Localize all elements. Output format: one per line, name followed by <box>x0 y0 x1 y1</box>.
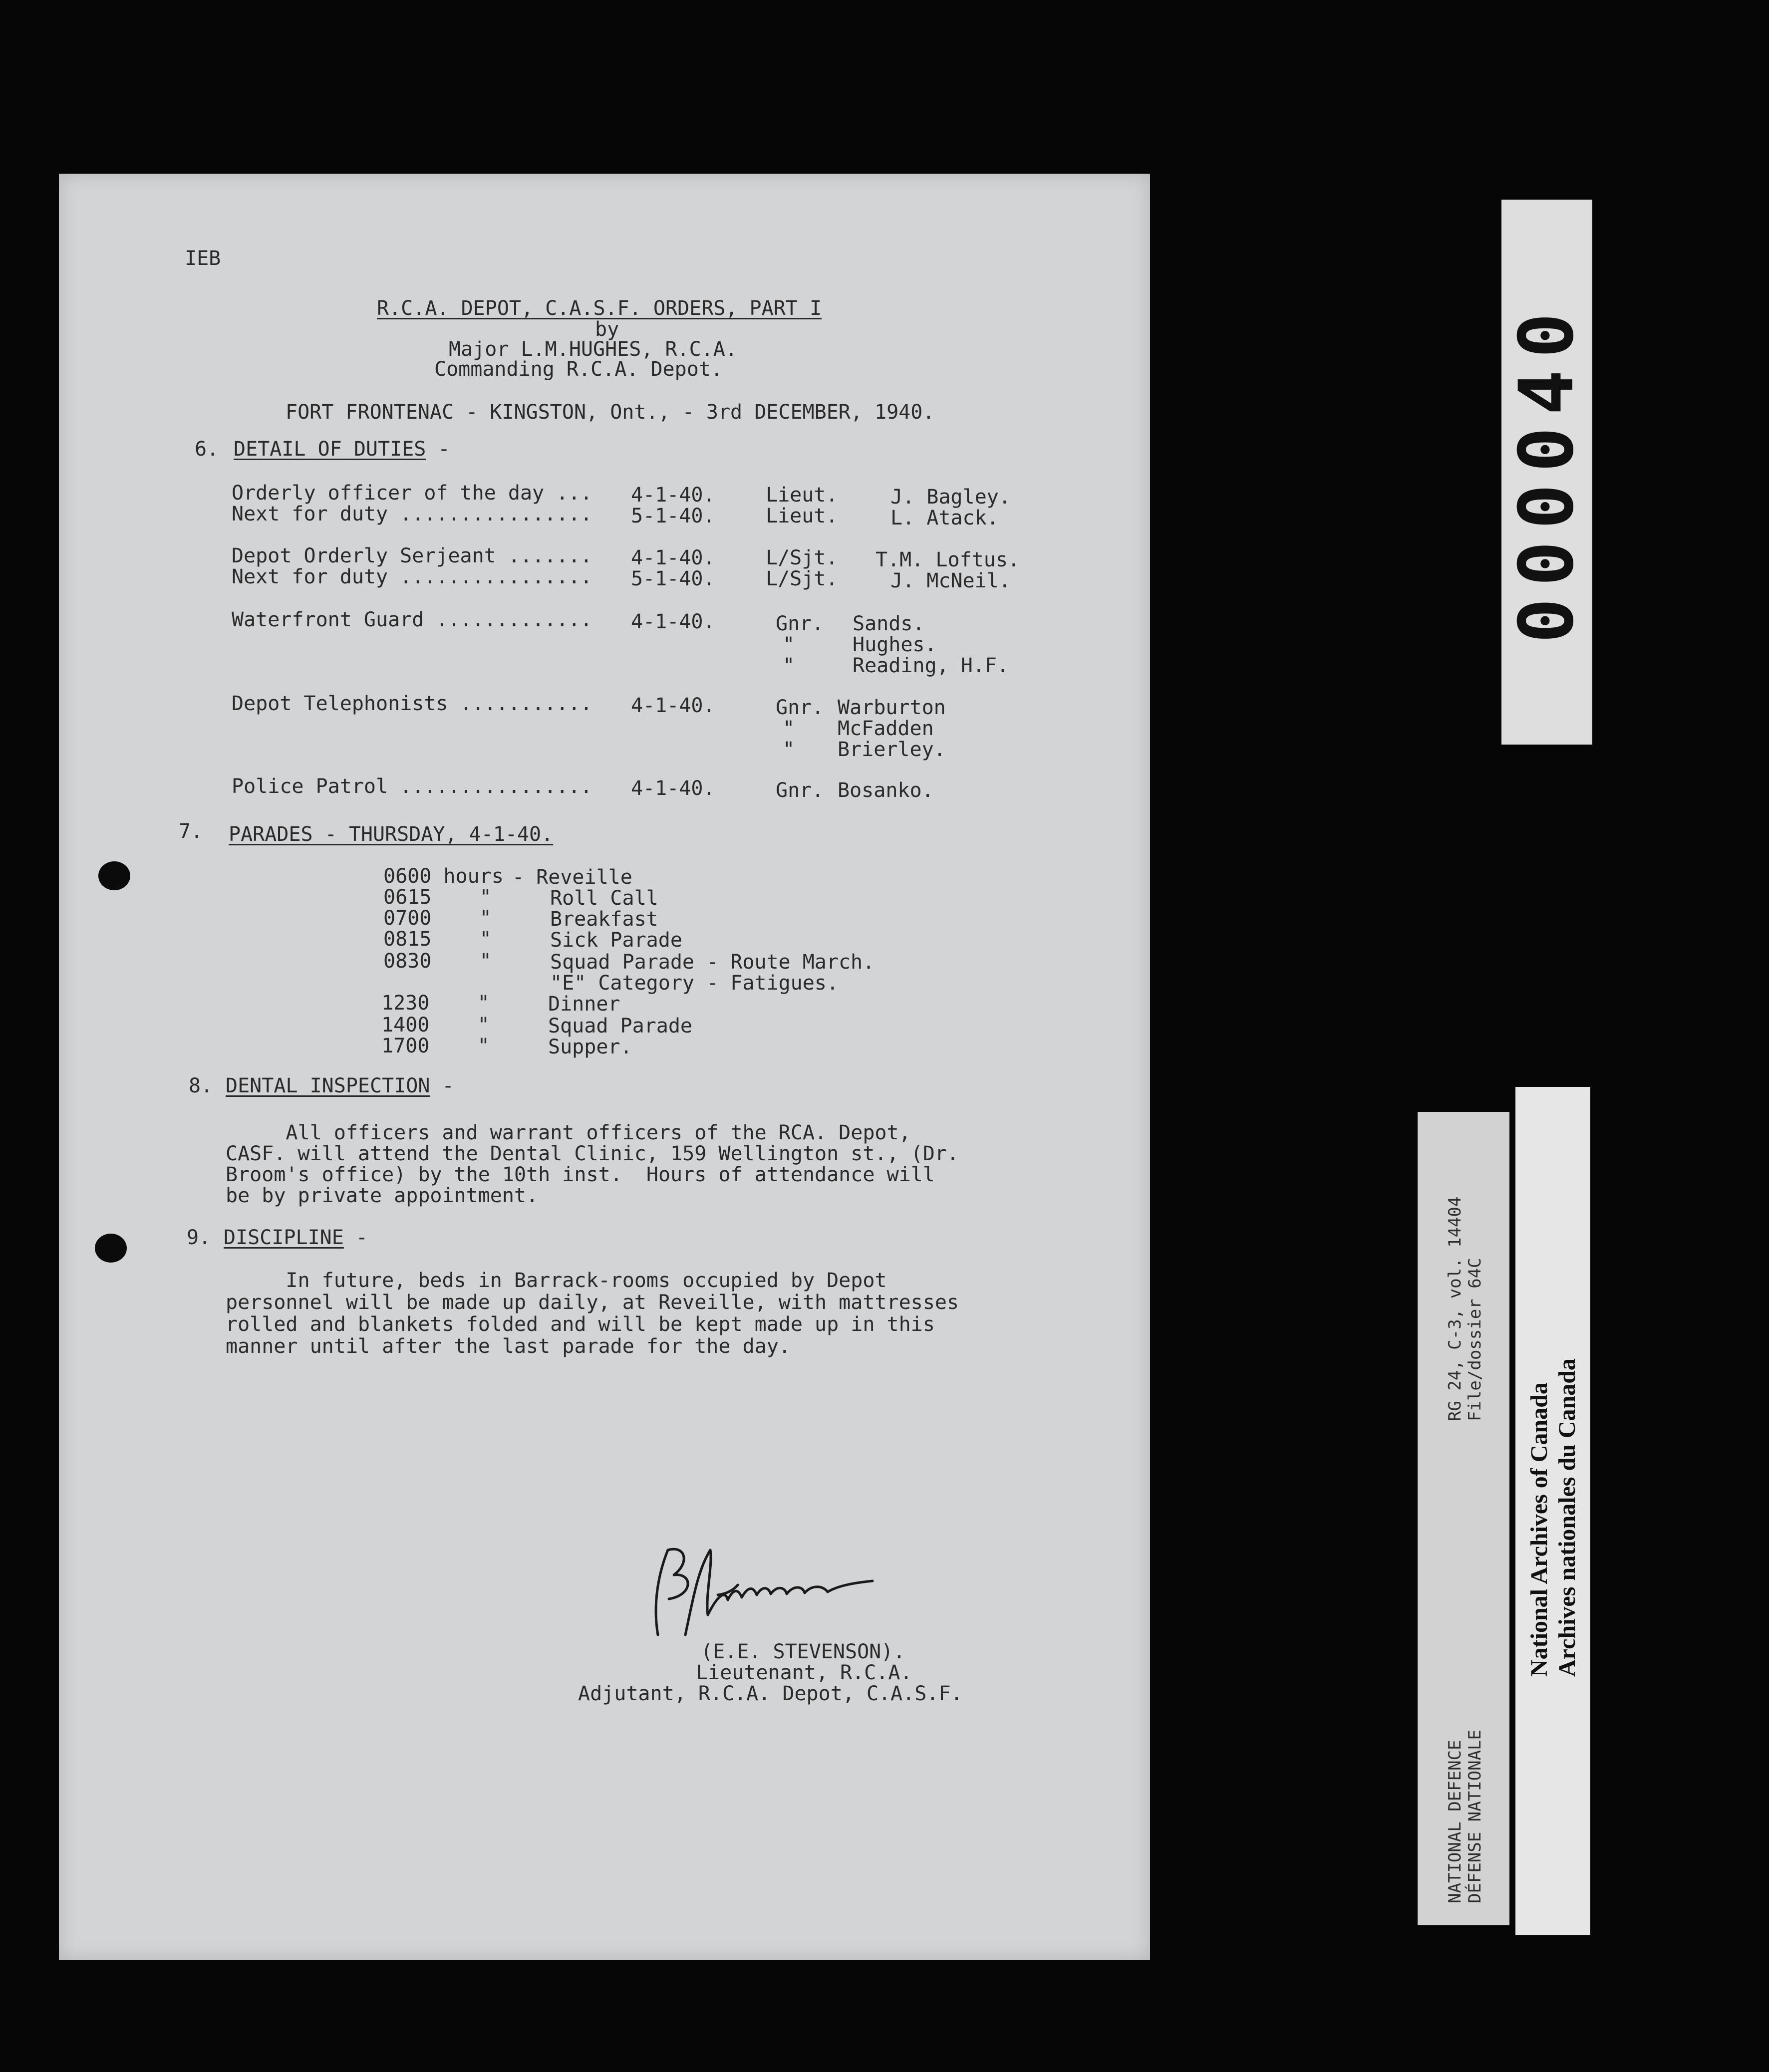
department-fr: DÉFENSE NATIONALE <box>1465 1730 1485 1903</box>
document-by: by <box>595 318 619 341</box>
department-en: NATIONAL DEFENCE <box>1445 1740 1465 1903</box>
parade-event: Supper. <box>548 1036 632 1058</box>
place-date-line: FORT FRONTENAC - KINGSTON, Ont., - 3rd DECEMBER, 1940. <box>286 401 935 424</box>
section-9-number: 9. <box>187 1226 211 1249</box>
discipline-paragraph-line: In future, beds in Barrack-rooms occupied by Depot <box>226 1269 887 1292</box>
duty-ditto: " <box>783 738 795 761</box>
duty-date: 4-1-40. <box>631 777 715 800</box>
parade-time: 1700 " <box>381 1035 490 1057</box>
document-page <box>59 174 1150 1960</box>
parade-time: 0830 " <box>383 950 492 973</box>
duty-rank: Lieut. <box>766 484 838 507</box>
duty-row <box>232 775 1090 802</box>
duty-person: Brierley. <box>838 738 946 761</box>
parade-row <box>381 1014 980 1036</box>
commander-role: Commanding R.C.A. Depot. <box>434 358 723 381</box>
dental-paragraph-line: Broom's office) by the 10th inst. Hours of attendance will <box>226 1163 935 1186</box>
duty-name: Waterfront Guard ............. <box>232 608 592 631</box>
frame-number: 000040 <box>1503 301 1590 643</box>
section-9-heading: DISCIPLINE - <box>224 1226 368 1249</box>
parade-event: Sick Parade <box>550 929 682 952</box>
parade-row <box>381 1035 980 1057</box>
duty-person: Warburton <box>838 696 946 719</box>
frame-counter <box>1501 200 1592 745</box>
section-8-heading: DENTAL INSPECTION - <box>226 1074 454 1097</box>
duty-rank: L/Sjt. <box>766 567 838 590</box>
duty-row <box>232 692 1090 719</box>
parade-row <box>383 950 982 972</box>
section-6-number: 6. <box>195 438 219 461</box>
duty-rank: Gnr. <box>776 696 824 719</box>
archives-name-en: National Archives of Canada <box>1526 1382 1552 1677</box>
duty-rank: Gnr. <box>776 779 824 802</box>
duty-name: Next for duty ................ <box>232 503 592 525</box>
commander-name: Major L.M.HUGHES, R.C.A. <box>449 338 737 361</box>
duty-person: McFadden <box>838 717 934 740</box>
archives-name-fr: Archives nationales du Canada <box>1554 1358 1580 1677</box>
duty-row <box>232 714 1090 740</box>
duty-person: J. McNeil. <box>890 569 1011 592</box>
duty-ditto: " <box>783 633 795 656</box>
duty-date: 5-1-40. <box>631 567 715 590</box>
section-7-heading: PARADES - THURSDAY, 4-1-40. <box>229 823 554 846</box>
parade-event: Breakfast <box>550 908 658 931</box>
document-reference: IEB <box>185 247 221 270</box>
duty-date: 4-1-40. <box>631 546 715 569</box>
duty-date: 4-1-40. <box>631 610 715 633</box>
duty-name: Orderly officer of the day ... <box>232 482 592 505</box>
document-title: R.C.A. DEPOT, C.A.S.F. ORDERS, PART I <box>377 297 822 320</box>
parade-time: 0815 " <box>383 928 492 951</box>
duty-rank: Lieut. <box>766 505 838 527</box>
parade-row <box>383 886 982 908</box>
archive-reference-line-1: RG 24, C-3, vol. 14404 <box>1445 1196 1465 1421</box>
parade-event: Dinner <box>548 993 620 1016</box>
parade-row <box>381 992 980 1014</box>
duty-person: Reading, H.F. <box>853 654 1009 677</box>
duty-person: L. Atack. <box>890 507 999 529</box>
duty-row <box>232 503 1090 529</box>
duty-name: Police Patrol ................ <box>232 775 592 798</box>
parade-time: 1400 " <box>381 1014 490 1036</box>
parade-event: Squad Parade - Route March. <box>550 951 875 974</box>
parade-time: 1230 " <box>381 992 490 1015</box>
duty-date: 5-1-40. <box>631 505 715 527</box>
parade-time: 0700 " <box>383 907 492 930</box>
parade-row <box>383 928 982 950</box>
duty-row <box>232 482 1090 509</box>
section-8-number: 8. <box>189 1074 213 1097</box>
duty-name: Depot Orderly Serjeant ....... <box>232 544 592 567</box>
duty-name: Next for duty ................ <box>232 565 592 588</box>
archive-reference-line-2: File/dossier 64C <box>1465 1258 1485 1421</box>
duty-row <box>232 608 1090 635</box>
section-7-number: 7. <box>179 820 203 843</box>
duty-person: J. Bagley. <box>890 486 1011 509</box>
punch-hole <box>98 861 130 890</box>
parade-event: - Reveille <box>512 866 632 889</box>
parade-time: 0615 " <box>383 886 492 909</box>
discipline-paragraph-line: manner until after the last parade for the day. <box>226 1335 791 1358</box>
duty-name: Depot Telephonists ........... <box>232 692 592 715</box>
duty-person: Hughes. <box>853 633 937 656</box>
parade-event: Roll Call <box>550 887 658 910</box>
duty-ditto: " <box>783 654 795 677</box>
dental-paragraph-line: All officers and warrant officers of the RCA. Depot, <box>226 1121 911 1144</box>
department-label <box>1418 1112 1509 1925</box>
parade-event: Squad Parade <box>548 1015 692 1037</box>
parade-time: 0600 hours <box>383 865 504 888</box>
section-6-heading: DETAIL OF DUTIES - <box>234 438 450 461</box>
dental-paragraph-line: be by private appointment. <box>226 1184 539 1207</box>
duty-date: 4-1-40. <box>631 694 715 717</box>
duty-row <box>232 565 1090 592</box>
duty-ditto: " <box>783 717 795 740</box>
parade-row <box>383 971 982 993</box>
duty-row <box>232 735 1090 761</box>
parade-row <box>383 907 982 929</box>
parade-row <box>383 865 982 887</box>
handwritten-signature <box>638 1535 937 1655</box>
signatory-rank: Lieutenant, R.C.A. <box>696 1661 912 1684</box>
duty-person: T.M. Loftus. <box>876 548 1020 571</box>
signatory-name: (E.E. STEVENSON). <box>701 1640 905 1663</box>
duty-row <box>232 651 1090 677</box>
punch-hole <box>95 1234 127 1263</box>
discipline-paragraph-line: personnel will be made up daily, at Reveille, with mattresses <box>226 1291 959 1314</box>
duty-person: Sands. <box>853 612 925 635</box>
duty-rank: L/Sjt. <box>766 546 838 569</box>
duty-rank: Gnr. <box>776 612 824 635</box>
discipline-paragraph-line: rolled and blankets folded and will be kept made up in this <box>226 1313 935 1336</box>
archives-label <box>1515 1087 1590 1935</box>
duty-date: 4-1-40. <box>631 484 715 507</box>
dental-paragraph-line: CASF. will attend the Dental Clinic, 159 Wellington st., (Dr. <box>226 1142 959 1165</box>
signatory-appointment: Adjutant, R.C.A. Depot, C.A.S.F. <box>578 1682 963 1705</box>
duty-row <box>232 630 1090 656</box>
duty-person: Bosanko. <box>838 779 934 802</box>
duty-row <box>232 544 1090 571</box>
parade-event: "E" Category - Fatigues. <box>550 972 839 995</box>
